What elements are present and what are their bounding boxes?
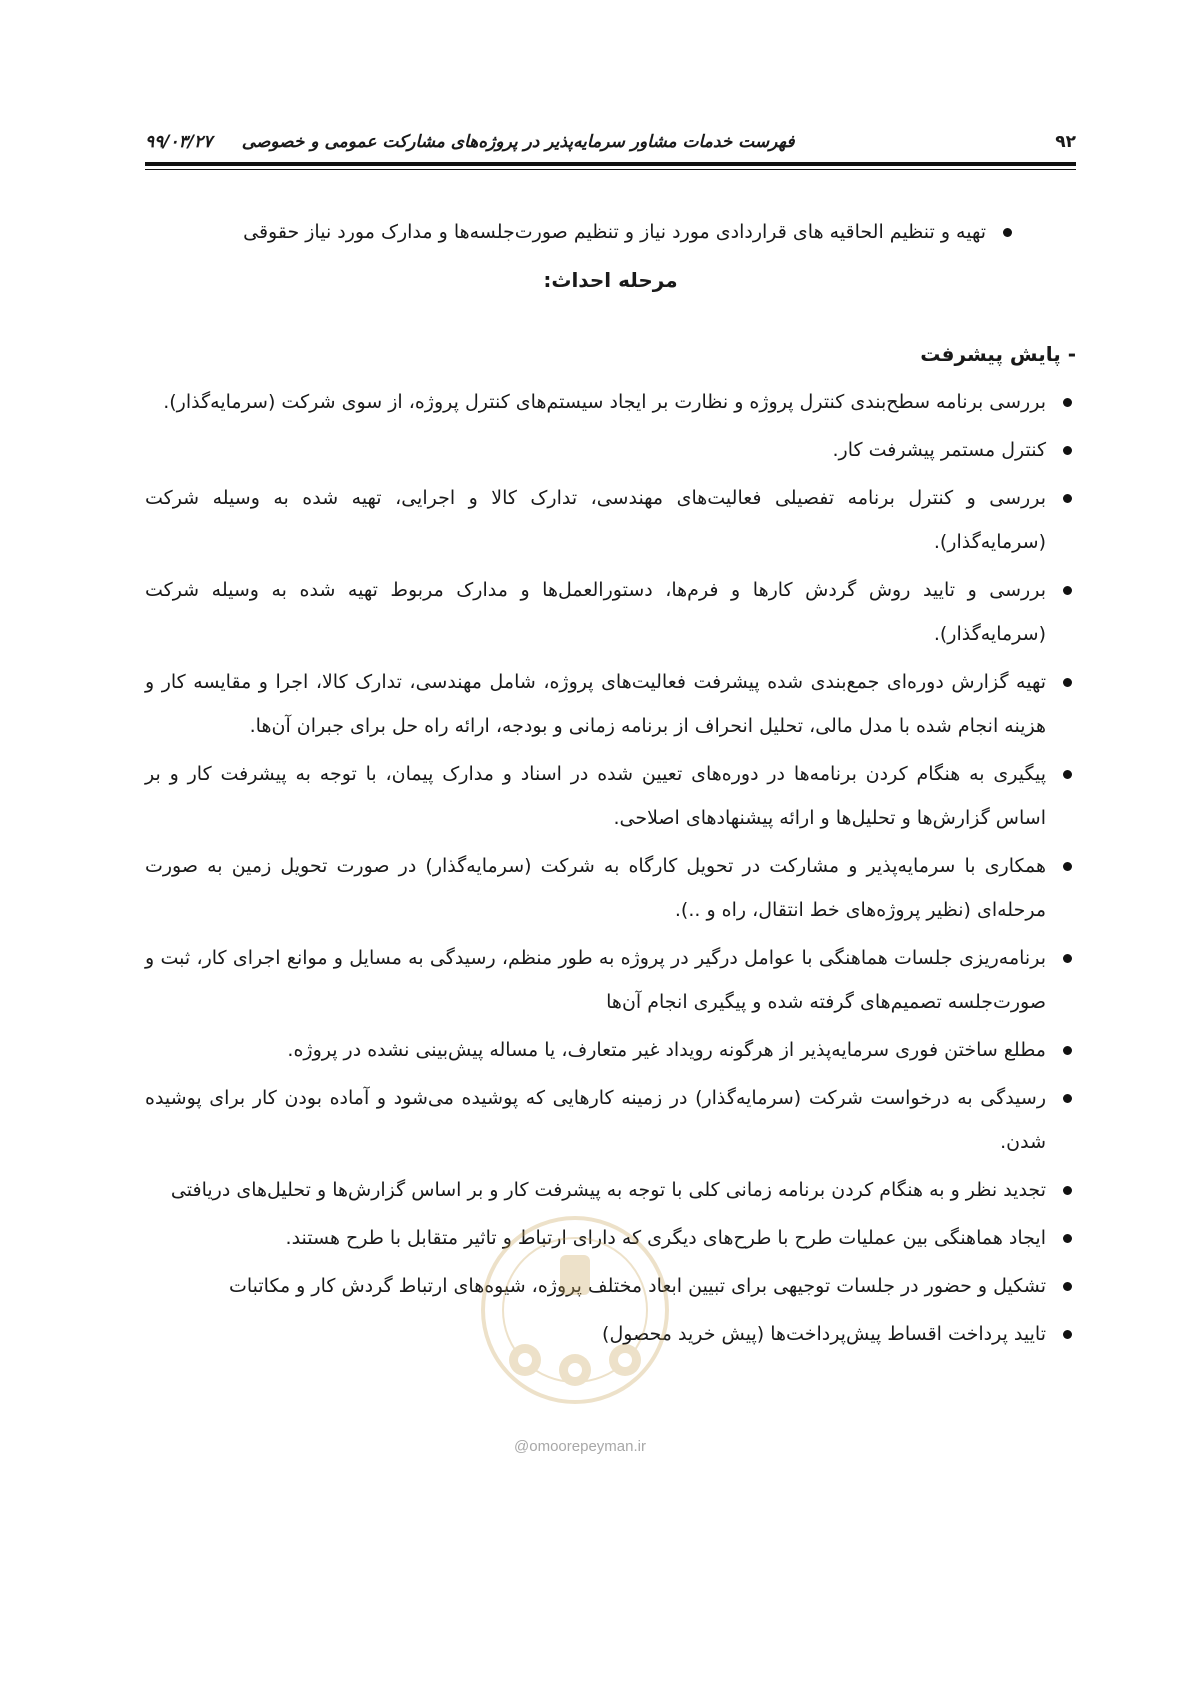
list-item-text: بررسی برنامه سطح‌بندی کنترل پروژه و نظارت بر ایجاد سیستم‌های کنترل پروژه، از سوی شرکت (سرمایه‌گذار). [163, 391, 1046, 413]
list-item-text: تایید پرداخت اقساط پیش‌پرداخت‌ها (پیش خرید محصول) [602, 1323, 1046, 1345]
header-title-text: فهرست خدمات مشاور سرمایه‌پذیر در پروژه‌های مشارکت عمومی و خصوصی [241, 132, 795, 152]
list-item [145, 210, 1016, 254]
bullet-icon [1063, 586, 1072, 595]
list-item [145, 568, 1076, 656]
watermark-url: @omoorepeyman.ir [514, 1438, 646, 1455]
bullet-icon [1063, 678, 1072, 687]
list-item-text: تجدید نظر و به هنگام کردن برنامه زمانی کلی با توجه به پیشرفت کار و بر اساس گزارش‌ها و تحلیل‌های دریافتی [170, 1179, 1046, 1201]
list-item-text: بررسی و کنترل برنامه تفصیلی فعالیت‌های مهندسی، تدارک کالا و اجرایی، تهیه شده به وسیله شرکت (سرمایه‌گذار). [145, 487, 1046, 553]
bullet-icon [1063, 954, 1072, 963]
list-item-text: برنامه‌ریزی جلسات هماهنگی با عوامل درگیر در پروژه به طور منظم، رسیدگی به مسایل و موانع اجرای کار، ثبت و صورت‌جلسه تصمیم‌های گرفته شده و پیگیری انجام آن‌ها [145, 947, 1046, 1013]
list-item [145, 476, 1076, 564]
list-item [145, 1168, 1076, 1212]
section-heading: مرحله احداث: [543, 268, 678, 292]
list-item [145, 1264, 1076, 1308]
bullet-icon [1063, 494, 1072, 503]
list-item [145, 844, 1076, 932]
list-item [145, 1312, 1076, 1356]
list-item [145, 428, 1076, 472]
bullet-icon [1063, 1330, 1072, 1339]
running-header [145, 128, 1076, 158]
list-item [145, 380, 1076, 424]
header-rule-thin [145, 169, 1076, 170]
bullet-icon [1063, 1186, 1072, 1195]
bullet-icon [1063, 446, 1072, 455]
page-number: ۹۲ [1055, 132, 1076, 152]
list-item-text: تشکیل و حضور در جلسات توجیهی برای تبیین ابعاد مختلف پروژه، شیوه‌های ارتباط گردش کار و مکاتبات [228, 1275, 1046, 1297]
body-content [145, 210, 1076, 1360]
list-item [145, 752, 1076, 840]
list-item [145, 1216, 1076, 1260]
list-item-text: مطلع ساختن فوری سرمایه‌پذیر از هرگونه رویداد غیر متعارف، یا مساله پیش‌بینی نشده در پروژه. [287, 1039, 1046, 1061]
list-item [145, 1076, 1076, 1164]
header-date: ۹۹/۰۳/۲۷ [145, 132, 213, 152]
bullet-icon [1063, 770, 1072, 779]
bullet-icon [1063, 1282, 1072, 1291]
list-item [145, 936, 1076, 1024]
list-item-text: ایجاد هماهنگی بین عملیات طرح با طرح‌های دیگری که دارای ارتباط و تاثیر متقابل با طرح هستند. [285, 1227, 1046, 1249]
intro-list [145, 210, 1076, 254]
bullet-icon [1063, 1046, 1072, 1055]
bullet-icon [1063, 1234, 1072, 1243]
header-rule-thick [145, 162, 1076, 166]
bullet-icon [1063, 1094, 1072, 1103]
list-item-text: بررسی و تایید روش گردش کارها و فرم‌ها، دستورالعمل‌ها و مدارک مربوط تهیه شده به وسیله شرکت (سرمایه‌گذار). [145, 579, 1046, 645]
list-item-text: همکاری با سرمایه‌پذیر و مشارکت در تحویل کارگاه به شرکت (سرمایه‌گذار) در صورت تحویل زمین به صورت مرحله‌ای (نظیر پروژه‌های خط انتقال، راه و ..). [145, 855, 1046, 921]
list-item-text: تهیه و تنظیم الحاقیه های قراردادی مورد نیاز و تنظیم صورت‌جلسه‌ها و مدارک مورد نیاز حقوقی [243, 221, 986, 243]
list-item [145, 1028, 1076, 1072]
bullet-icon [1063, 862, 1072, 871]
subsection-heading: - پایش پیشرفت [920, 342, 1076, 366]
list-item [145, 660, 1076, 748]
bullet-list [145, 380, 1076, 1356]
list-item-text: پیگیری به هنگام کردن برنامه‌ها در دوره‌های تعیین شده در اسناد و مدارک پیمان، با توجه به پیشرفت کار و بر اساس گزارش‌ها و تحلیل‌ها و ارائه پیشنهادهای اصلاحی. [145, 763, 1046, 829]
list-item-text: رسیدگی به درخواست شرکت (سرمایه‌گذار) در زمینه کارهایی که پوشیده می‌شود و آماده بودن کار برای پوشیده شدن. [145, 1087, 1046, 1153]
header-title [145, 132, 794, 152]
bullet-icon [1063, 398, 1072, 407]
list-item-text: کنترل مستمر پیشرفت کار. [832, 439, 1046, 461]
list-item-text: تهیه گزارش دوره‌ای جمع‌بندی شده پیشرفت فعالیت‌های پروژه، شامل مهندسی، تدارک کالا، اجرا و مقایسه کار و هزینه انجام شده با مدل مالی، تحلیل انحراف از برنامه زمانی و بودجه، ارائه راه حل برای جبران آن‌ها. [145, 671, 1046, 737]
bullet-icon [1003, 228, 1012, 237]
